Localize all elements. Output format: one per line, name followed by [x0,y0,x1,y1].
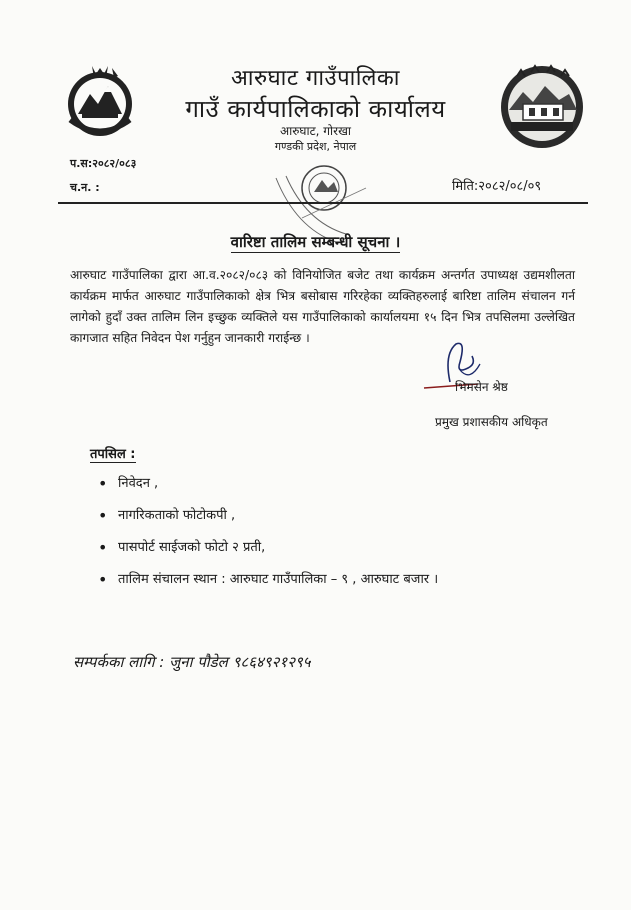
province-name: गण्डकी प्रदेश, नेपाल [274,140,357,153]
signatory-designation: प्रमुख प्रशासकीय अधिकृत [435,415,548,429]
document-date: मिति:२०८२/०८/०९ [452,179,542,194]
header-divider [58,202,588,204]
contact-line: सम्पर्कका लागि : जुना पौडेल ९८६४९२१२९५ [73,653,311,671]
requirements-list [98,468,438,596]
office-name: गाउँ कार्यपालिकाको कार्यालय [185,95,446,123]
details-heading-text: तपसिल : [90,447,136,462]
reference-number: प.स:२०८२/०८३ [70,157,137,170]
office-address: आरुघाट, गोरखा [279,124,351,138]
list-item: • तालिम संचालन स्थान : आरुघाट गाउँपालिका – ९ , आरुघाट बजार । [98,564,438,596]
signatory-name: भिमसेन श्रेष्ठ [455,380,508,394]
list-item: • निवेदन , [98,468,438,500]
list-item: • पासपोर्ट साईजको फोटो २ प्रती, [98,532,438,564]
municipality-name: आरुघाट गाउँपालिका [231,66,400,91]
notice-title-text: वारिष्टा तालिम सम्बन्धी सूचना । [230,233,401,251]
notice-title [0,232,631,252]
notice-body: आरुघाट गाउँपालिका द्वारा आ.व.२०८२/०८३ को विनियोजित बजेट तथा कार्यक्रम अन्तर्गत उपाध्यक्ष उद्यमशीलता कार्यक्रम मार्फत आरुघाट गाउँपालिकाको क्षेत्र भित्र बसोबास गरिरहेका व्यक्तिहरुलाई बारिष्टा तालिम संचालन गर्न लागेको हुदाँ उक्त तालिम लिन इच्छुक व्यक्तिले यस गाउँपालिकाको कार्यालयमा १५ दिन भित्र तपसिलमा उल्लेखित कागजात सहित निवेदन पेश गर्नुहुन जानकारी गराईन्छ । [70,268,575,345]
dispatch-number: च.न. : [70,181,100,194]
list-item: • नागरिकताको फोटोकपी , [98,500,438,532]
details-heading [90,444,136,462]
